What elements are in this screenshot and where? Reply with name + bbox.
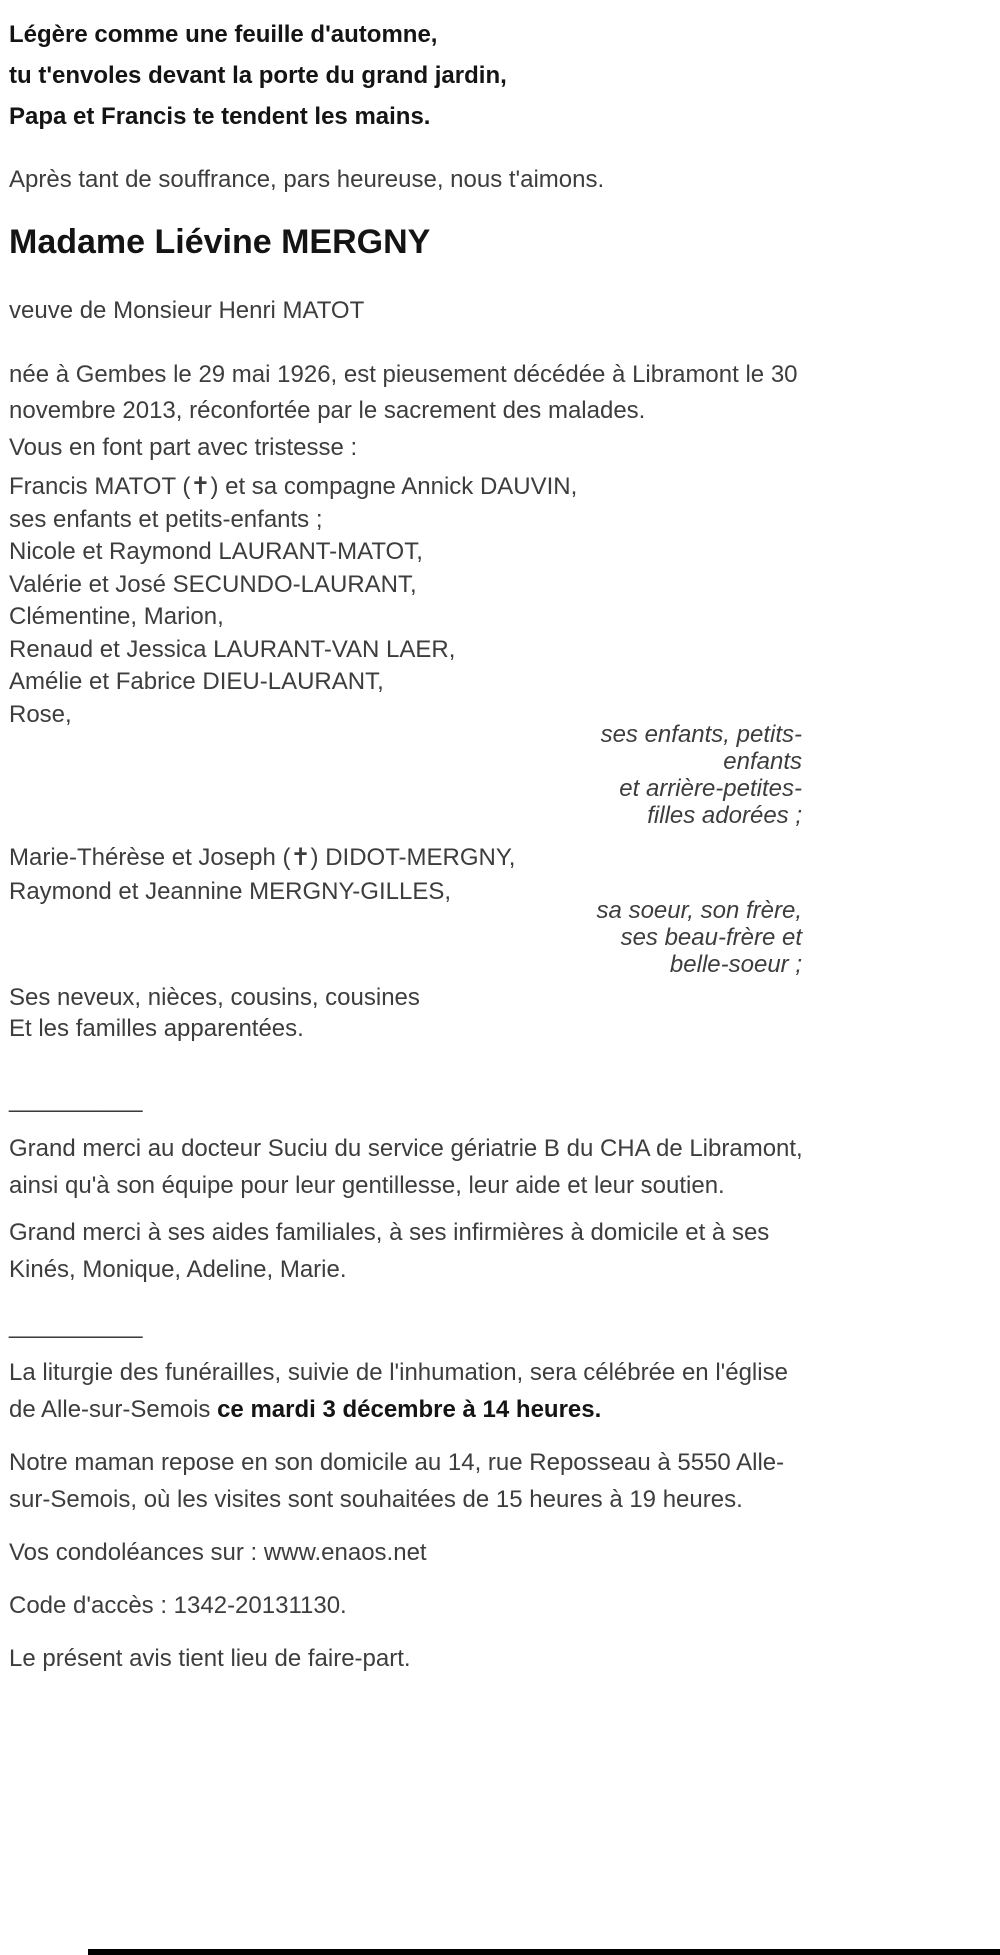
deceased-name: Madame Liévine MERGNY (9, 223, 431, 261)
family-member-line: Et les familles apparentées. (9, 1015, 304, 1042)
poem-line: Légère comme une feuille d'automne, (9, 21, 438, 48)
relation-note-line: enfants (723, 748, 802, 775)
poem-line: tu t'envoles devant la porte du grand jardin, (9, 62, 507, 89)
family-member-line: Nicole et Raymond LAURANT-MATOT, (9, 538, 423, 565)
family-member-line: ses enfants et petits-enfants ; (9, 505, 323, 533)
family-member-line: Ses neveux, nièces, cousins, cousines (9, 984, 420, 1011)
relation-note-siblings (9, 897, 808, 978)
liturgy-paragraph (9, 1354, 808, 1428)
bottom-bar-partial (88, 1949, 1000, 1955)
thanks-paragraph: Grand merci à ses aides familiales, à ses infirmières à domicile et à ses Kinés, Monique, Adeline, Marie. (9, 1219, 770, 1283)
separator-line: __________ (9, 1312, 143, 1339)
thanks-paragraph: Grand merci au docteur Suciu du service gériatrie B du CHA de Libramont, ainsi qu'à son équipe pour leur gentillesse, leur aide et leur soutien. (9, 1135, 803, 1199)
intro-text: Après tant de souffrance, pars heureuse, nous t'aimons. (9, 166, 605, 193)
family-member-line: Valérie et José SECUNDO-LAURANT, (9, 570, 417, 598)
relation-note-line: ses beau-frère et (620, 924, 802, 951)
relation-note-line: filles adorées ; (647, 802, 802, 829)
family-group-children (9, 471, 808, 731)
announcement-line: Vous en font part avec tristesse : (9, 434, 358, 461)
access-code-line: Code d'accès : 1342-20131130. (9, 1592, 347, 1619)
life-summary: née à Gembes le 29 mai 1926, est pieusement décédée à Libramont le 30 novembre 2013, réconfortée par le sacrement des malades. (9, 361, 798, 424)
family-member-line: Marie-Thérèse et Joseph (✝) DIDOT-MERGNY, (9, 844, 516, 871)
family-member-line: Renaud et Jessica LAURANT-VAN LAER, (9, 635, 456, 663)
repose-paragraph: Notre maman repose en son domicile au 14, rue Reposseau à 5550 Alle-sur-Semois, où les visites sont souhaitées de 15 heures à 19 heures. (9, 1449, 785, 1513)
relation-note-line: belle-soeur ; (669, 951, 802, 978)
opening-poem (9, 14, 808, 137)
condolences-line: Vos condoléances sur : www.enaos.net (9, 1539, 427, 1566)
liturgy-text: La liturgie des funérailles, suivie de l'inhumation, sera célébrée en l'église de Alle-sur-Semois (9, 1359, 788, 1423)
family-member-line: Francis MATOT (✝) et sa compagne Annick DAUVIN, (9, 473, 578, 500)
liturgy-date-bold: ce mardi 3 décembre à 14 heures. (217, 1396, 602, 1423)
relation-note-children (9, 721, 808, 829)
separator-line: __________ (9, 1086, 143, 1113)
family-member-line: Raymond et Jeannine MERGNY-GILLES, (9, 878, 451, 905)
family-member-line: Clémentine, Marion, (9, 603, 224, 630)
relation-note-line: sa soeur, son frère, (596, 897, 802, 924)
poem-line: Papa et Francis te tendent les mains. (9, 103, 431, 130)
family-member-line: Amélie et Fabrice DIEU-LAURANT, (9, 668, 384, 695)
family-member-line: Rose, (9, 700, 72, 728)
legal-notice-line: Le présent avis tient lieu de faire-part. (9, 1645, 411, 1672)
relation-note-line: et arrière-petites- (619, 775, 802, 802)
relation-note-line: ses enfants, petits- (600, 721, 802, 748)
widow-line: veuve de Monsieur Henri MATOT (9, 297, 365, 324)
family-others (9, 982, 808, 1044)
